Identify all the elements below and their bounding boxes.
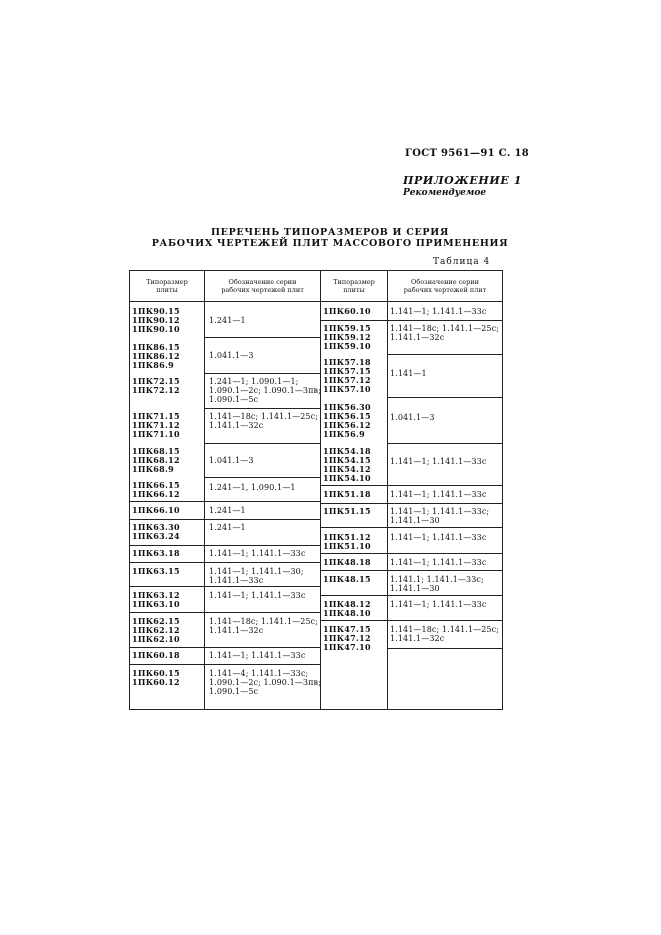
left-row-models: 1ПК63.18 [132,548,180,558]
right-row-series: 1.141—1; 1.141.1—33с [390,600,487,609]
right-row-models: 1ПК51.15 [323,506,371,516]
right-row-series: 1.141—1; 1.141.1—33с [390,307,487,316]
right-row-divider [388,443,502,444]
right-row-divider [321,620,502,621]
left-row-series: 1.241—1, 1.090.1—1 [209,483,296,492]
right-row-models: 1ПК48.15 [323,574,371,584]
left-row-series: 1.141—1; 1.141.1—30; 1.141.1—33с [209,567,304,585]
right-row-models: 1ПК54.18 1ПК54.15 1ПК54.12 1ПК54.10 [323,446,371,483]
left-row-divider [205,408,320,409]
right-row-models: 1ПК57.18 1ПК57.15 1ПК57.12 1ПК57.10 [323,357,371,394]
left-row-series: 1.241—1 [209,316,246,325]
left-row-series: 1.241—1 [209,523,246,532]
right-row-series: 1.141.1; 1.141.1—33с; 1.141.1—30 [390,575,484,593]
left-row-models: 1ПК90.15 1ПК90.12 1ПК90.10 [132,306,180,334]
left-row-series: 1.041.1—3 [209,351,254,360]
right-row-series: 1.141—1; 1.141.1—33с [390,558,487,567]
header-series-right: Обозначение серии рабочих чертежей плит [403,278,487,294]
right-row-series: 1.141—1; 1.141.1—33с [390,490,487,499]
col-divider-3 [387,271,388,709]
right-row-series: 1.141—1; 1.141.1—33с; 1.141.1—30 [390,507,490,525]
left-row-series: 1.141—4; 1.141.1—33с; 1.090.1—2с; 1.090.1—3пв; 1.090.1—5с [209,669,321,696]
right-row-models: 1ПК56.30 1ПК56.15 1ПК56.12 1ПК56.9 [323,402,371,439]
left-row-series: 1.141—1; 1.141.1—33с [209,651,306,660]
left-row-divider [130,519,320,520]
right-row-models: 1ПК51.12 1ПК51.10 [323,532,371,551]
table-title-line-1: ПЕРЕЧЕНЬ ТИПОРАЗМЕРОВ И СЕРИЯ [210,227,450,238]
right-row-series: 1.141—18с; 1.141.1—25с; 1.141.1—32с [390,324,499,342]
left-row-divider [130,647,320,648]
table-title-line-2: РАБОЧИХ ЧЕРТЕЖЕЙ ПЛИТ МАССОВОГО ПРИМЕНЕНИЯ [151,238,509,249]
right-row-series: 1.141—1 [390,369,427,378]
col-divider-center [320,271,321,709]
appendix-title: ПРИЛОЖЕНИЕ 1 [403,174,523,187]
left-row-series: 1.141—1; 1.141.1—33с [209,549,306,558]
right-row-divider [321,503,502,504]
left-row-models: 1ПК71.15 1ПК71.12 1ПК71.10 [132,411,180,439]
left-row-divider [130,586,320,587]
left-row-models: 1ПК63.30 1ПК63.24 [132,522,180,541]
right-row-divider [321,570,502,571]
right-row-series: 1.041.1—3 [390,413,435,422]
left-row-models: 1ПК62.15 1ПК62.12 1ПК62.10 [132,616,180,644]
left-row-series: 1.141—18с; 1.141.1—25с; 1.141.1—32с [209,412,318,430]
left-row-series: 1.241—1 [209,506,246,515]
right-row-divider [388,354,502,355]
left-row-series: 1.241—1; 1.090.1—1; 1.090.1—2с; 1.090.1—3пв; 1.090.1—5с [209,377,321,404]
right-row-series: 1.141—1; 1.141.1—33с [390,457,487,466]
left-row-models: 1ПК66.15 1ПК66.12 [132,480,180,499]
right-row-divider [388,648,502,649]
right-row-models: 1ПК48.12 1ПК48.10 [323,599,371,618]
header-size-left: Типоразмер плиты [146,278,188,294]
size-series-table [129,270,503,710]
left-row-models: 1ПК86.15 1ПК86.12 1ПК86.9 [132,342,180,370]
right-row-models: 1ПК51.18 [323,489,371,499]
left-row-series: 1.141—1; 1.141.1—33с [209,591,306,600]
left-row-divider [130,664,320,665]
left-row-models: 1ПК66.10 [132,505,180,515]
left-row-models: 1ПК63.12 1ПК63.10 [132,590,180,609]
left-row-divider [205,443,320,444]
left-row-series: 1.041.1—3 [209,456,254,465]
left-row-divider [130,545,320,546]
table-label: Таблица 4 [433,257,491,267]
appendix-subtitle: Рекомендуемое [403,188,487,198]
header-size-right: Типоразмер плиты [333,278,375,294]
left-row-models: 1ПК72.15 1ПК72.12 [132,376,180,395]
header-series-left: Обозначение серии рабочих чертежей плит [221,278,304,294]
right-row-series: 1.141—18с; 1.141.1—25с; 1.141.1—32с [390,625,499,643]
left-row-divider [205,337,320,338]
right-row-models: 1ПК47.15 1ПК47.12 1ПК47.10 [323,624,371,652]
left-row-models: 1ПК60.15 1ПК60.12 [132,668,180,687]
right-row-models: 1ПК59.15 1ПК59.12 1ПК59.10 [323,323,371,351]
left-row-models: 1ПК60.18 [132,650,180,660]
left-row-divider [130,562,320,563]
left-row-divider [130,501,320,502]
right-row-divider [321,527,502,528]
doc-code: ГОСТ 9561—91 С. 18 [405,148,529,159]
right-row-divider [321,553,502,554]
right-row-models: 1ПК60.10 [323,306,371,316]
header-divider [130,301,502,302]
right-row-divider [321,320,502,321]
left-row-divider [130,612,320,613]
right-row-divider [388,397,502,398]
right-row-divider [321,485,502,486]
left-row-models: 1ПК68.15 1ПК68.12 1ПК68.9 [132,446,180,474]
left-row-divider [205,477,320,478]
right-row-divider [321,595,502,596]
right-row-models: 1ПК48.18 [323,557,371,567]
left-row-divider [205,373,320,374]
left-row-models: 1ПК63.15 [132,566,180,576]
left-row-series: 1.141—18с; 1.141.1—25с; 1.141.1—32с [209,617,318,635]
right-row-series: 1.141—1; 1.141.1—33с [390,533,487,542]
